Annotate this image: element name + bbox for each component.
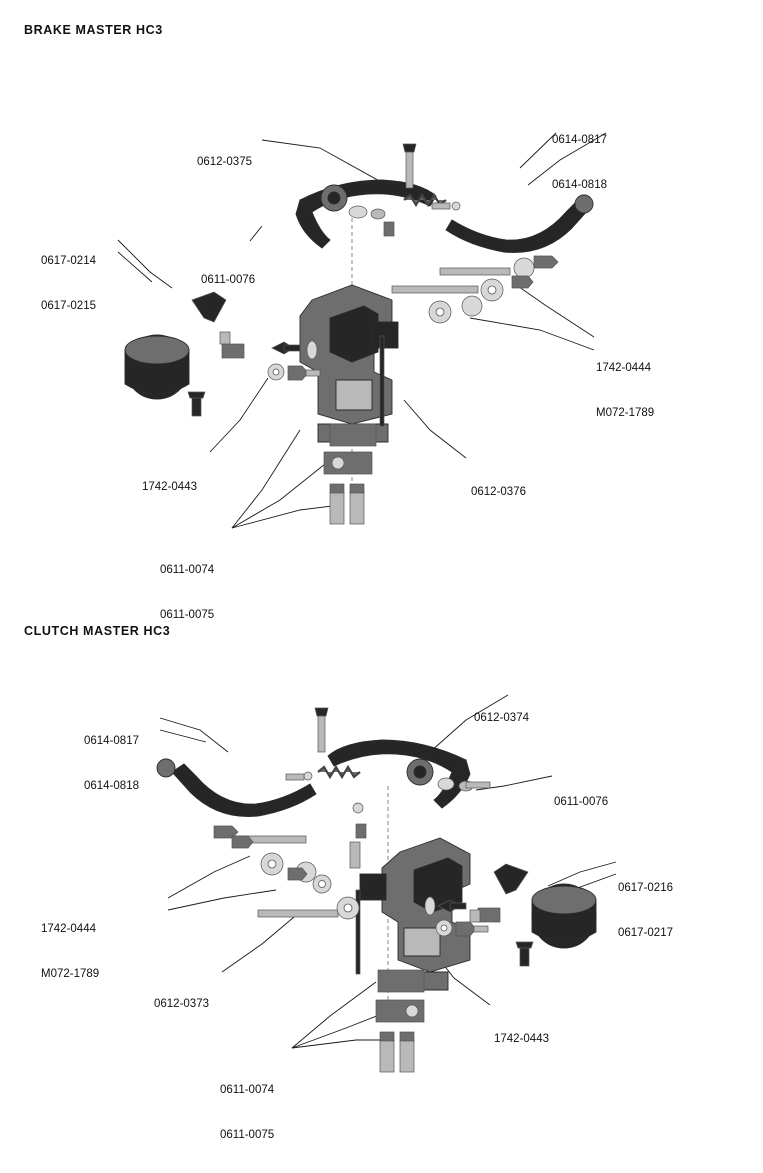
clutch-callout-0617-0216-0217 xyxy=(618,851,673,971)
callout-line: M072-1789 xyxy=(41,968,100,980)
callout-line: 0614-0818 xyxy=(84,780,139,792)
callout-line: 0611-0076 xyxy=(201,274,256,286)
brake-callout-0614-0817-0818 xyxy=(552,103,607,223)
brake-callout-1742-0443 xyxy=(142,450,197,525)
brake-callout-1742-0444-m072-1789 xyxy=(596,331,654,451)
callout-line: 0614-0818 xyxy=(552,179,607,191)
callout-line: 1742-0444 xyxy=(596,362,651,374)
clutch-callout-1742-0444-m072-1789 xyxy=(41,892,99,1012)
clutch-callout-0614-0817-0818 xyxy=(84,704,139,824)
brake-callout-0611-0074-0075 xyxy=(160,533,214,653)
callout-line: 1742-0444 xyxy=(41,923,96,935)
clutch-callout-0611-0074-0075 xyxy=(220,1053,274,1173)
callout-line: 1742-0443 xyxy=(494,1033,549,1045)
section-title-clutch: CLUTCH MASTER HC3 xyxy=(24,624,171,638)
brake-callout-0612-0376 xyxy=(471,455,526,530)
callout-line: 0612-0375 xyxy=(197,156,252,168)
clutch-callout-0612-0373 xyxy=(154,967,209,1042)
callout-line: 0611-0075 xyxy=(220,1129,275,1141)
brake-callout-0611-0076 xyxy=(201,243,255,318)
brake-callout-0612-0375 xyxy=(197,125,252,200)
callout-line: 0617-0214 xyxy=(41,255,96,267)
clutch-callout-0612-0374 xyxy=(474,681,529,756)
clutch-callout-0611-0076 xyxy=(554,765,608,840)
brake-callout-0617-0214-0215 xyxy=(41,224,96,344)
callout-line: 0614-0817 xyxy=(552,134,607,146)
callout-line: 0611-0074 xyxy=(220,1084,275,1096)
callout-line: 0612-0374 xyxy=(474,712,529,724)
callout-line: 0611-0076 xyxy=(554,796,609,808)
callout-line: M072-1789 xyxy=(596,407,655,419)
callout-line: 0614-0817 xyxy=(84,735,139,747)
callout-line: 0617-0217 xyxy=(618,927,673,939)
callout-line: 0611-0075 xyxy=(160,609,215,621)
callout-line: 0611-0074 xyxy=(160,564,215,576)
callout-line: 0612-0376 xyxy=(471,486,526,498)
callout-line: 0617-0216 xyxy=(618,882,673,894)
callout-line: 0612-0373 xyxy=(154,998,209,1010)
callout-line: 1742-0443 xyxy=(142,481,197,493)
section-title-brake: BRAKE MASTER HC3 xyxy=(24,23,163,37)
clutch-callout-1742-0443 xyxy=(494,1002,549,1077)
callout-line: 0617-0215 xyxy=(41,300,96,312)
